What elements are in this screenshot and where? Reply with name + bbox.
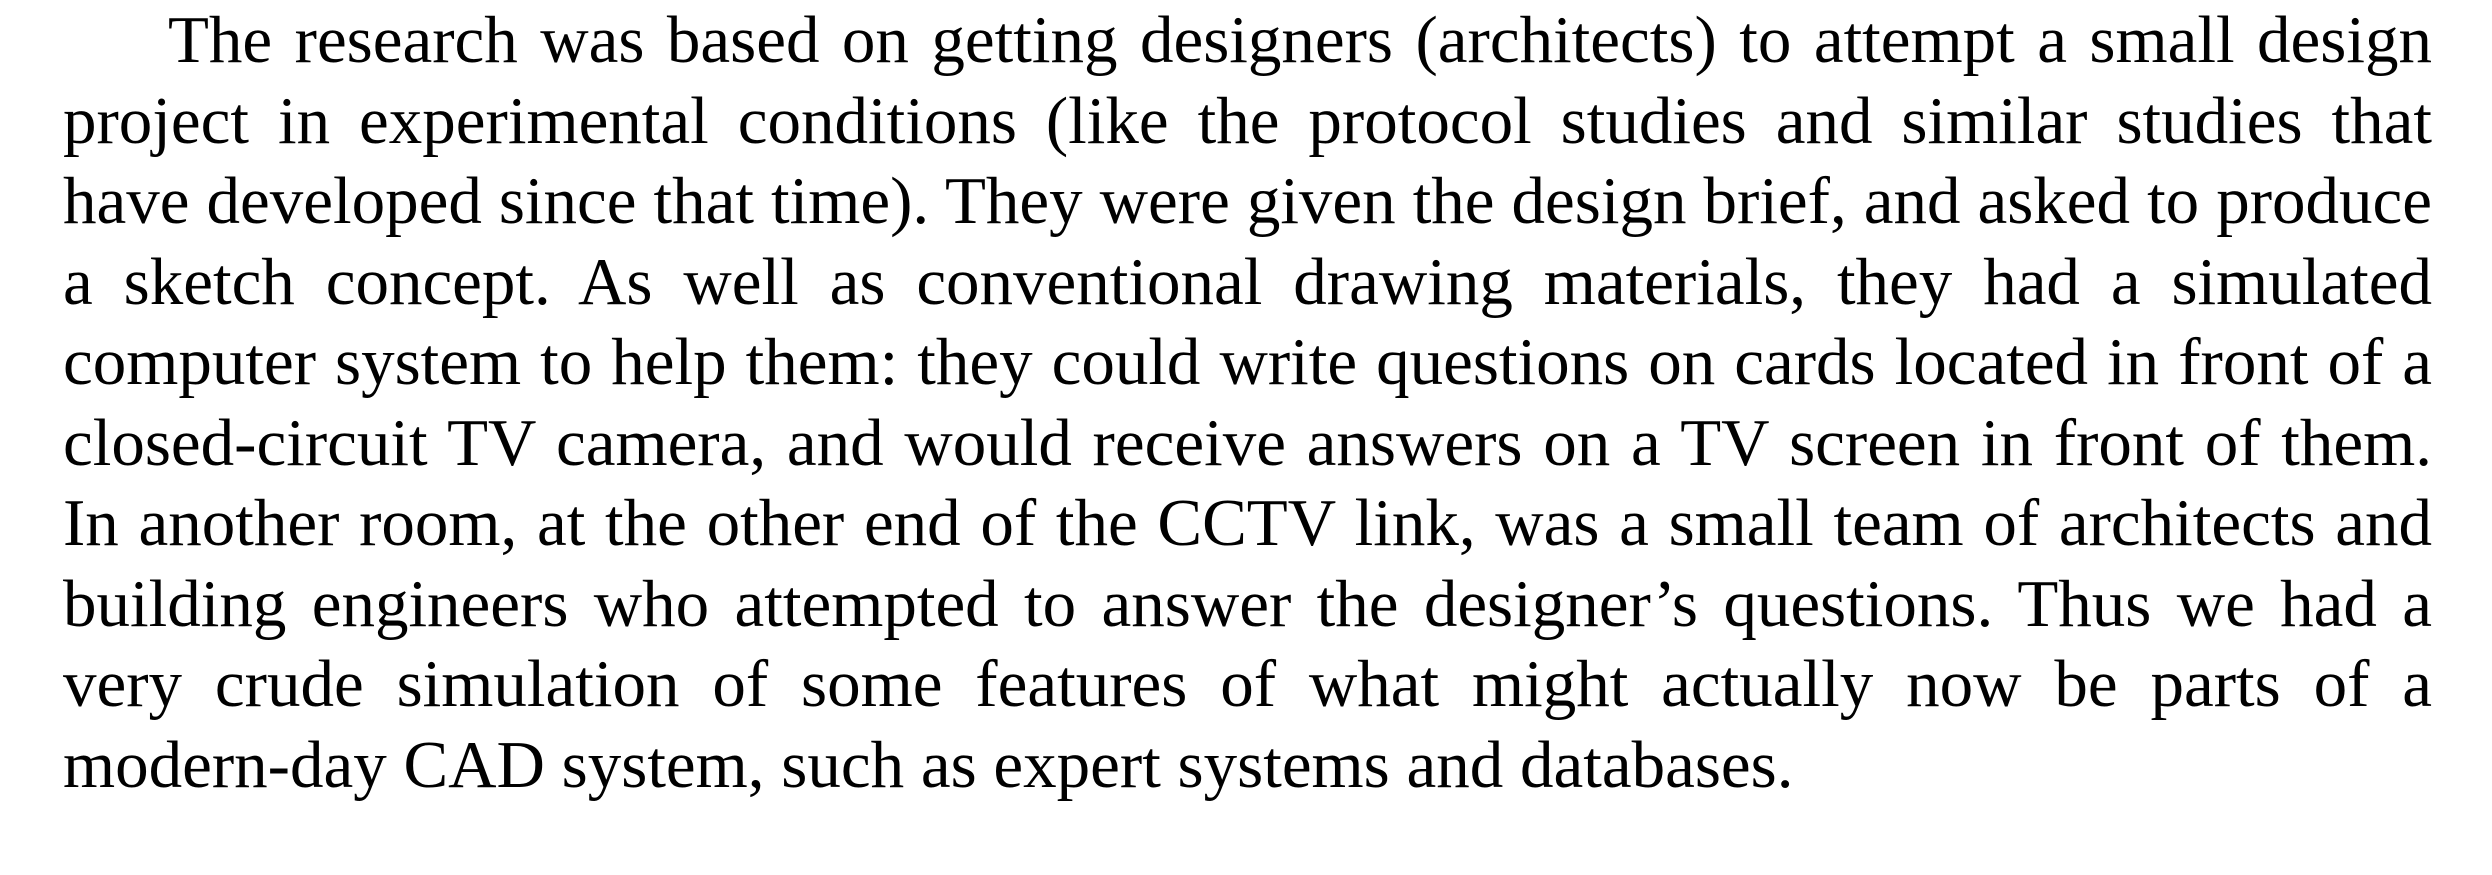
body-paragraph: The research was based on getting designers (architects) to attempt a small design project in experimental conditions (like the protocol studies and similar studies that have developed since that time). They were given the design brief, and asked to produce a sketch concept. As well as conventional drawing materials, they had a simulated computer system to help them: they could write questions on cards located in front of a closed-circuit TV camera, and would receive answers on a TV screen in front of them. In another room, at the other end of the CCTV link, was a small team of architects and building engineers who attempted to answer the designer’s questions. Thus we had a very crude simulation of some features of what might actually now be parts of a modern-day CAD system, such as expert systems and databases.	[63, 3, 2432, 802]
